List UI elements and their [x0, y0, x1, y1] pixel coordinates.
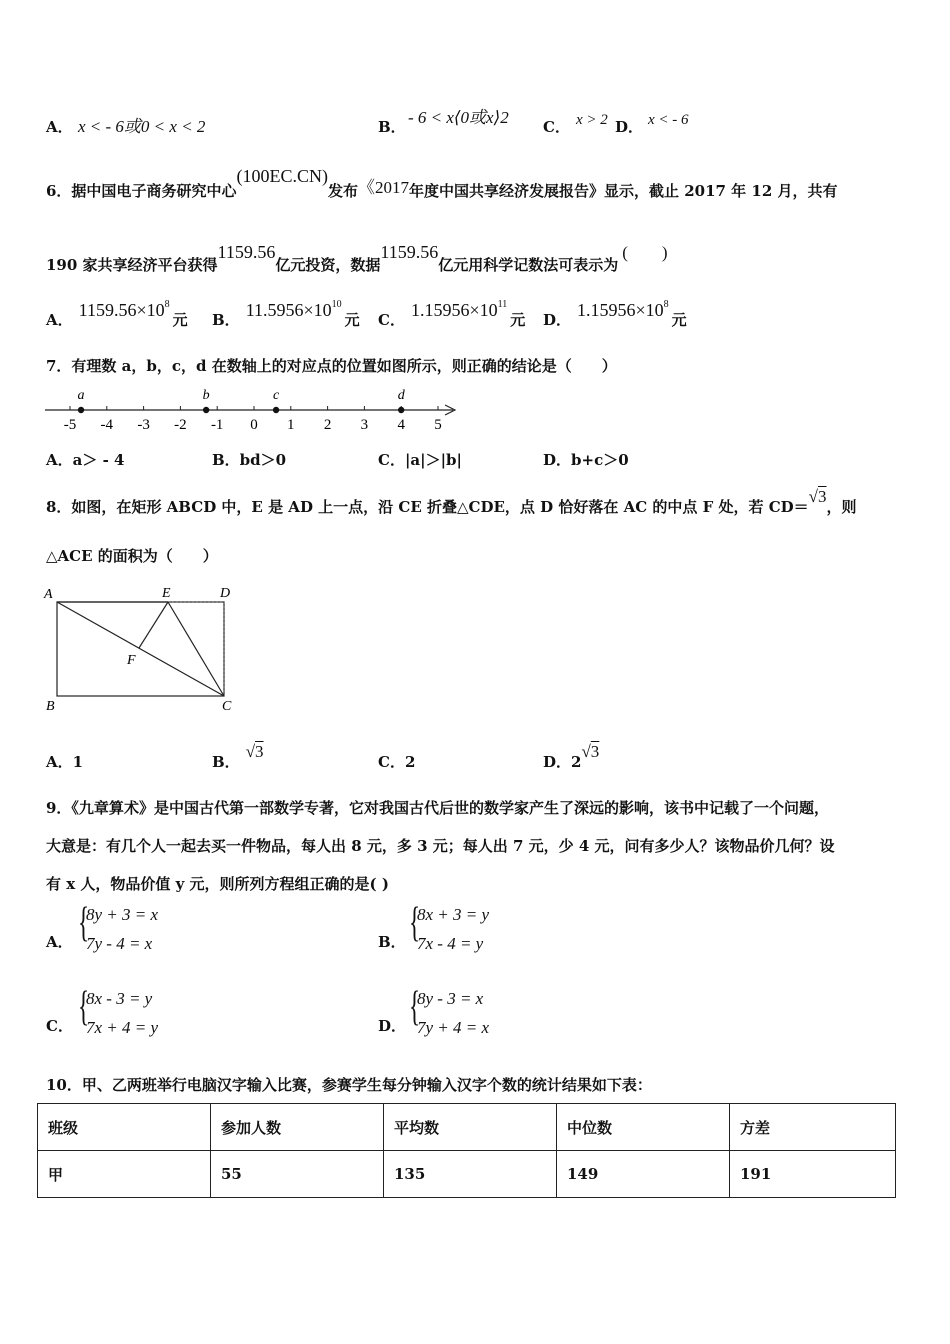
q7-point-label-c: c — [272, 388, 280, 403]
q6-number-2: 1159.56 — [380, 242, 439, 262]
q5-option-c-label: C． — [543, 118, 570, 136]
q6-option-c-unit: 元 — [510, 311, 526, 329]
q9-option-c-brace: { — [78, 984, 90, 1030]
q9-stem-line1: 9．《九章算术》是中国古代第一部数学专著，它对我国古代后世的数学家产生了深远的影响，该书中记载了一个问题， — [46, 799, 829, 817]
q8-label-a: A — [44, 587, 53, 602]
q5-option-c-math: x > 2 — [576, 112, 608, 128]
q6-stem-part2: 发布 — [327, 182, 358, 200]
q8-label-d: D — [220, 586, 231, 601]
q9-option-a-label: A． — [46, 933, 73, 951]
q8-sqrt-value: 3 — [817, 487, 827, 506]
q6-stem-part6: 亿元用科学记数法可表示为 — [438, 256, 619, 274]
q5-option-a-math: x < - 6或0 < x < 2 — [78, 117, 206, 136]
q8-sqrt-sign: √ — [808, 487, 818, 506]
q5-option-a-label: A． — [46, 118, 73, 136]
q8-label-b: B — [46, 699, 55, 714]
q9-option-a-eq2: 7y - 4 = x — [86, 934, 153, 953]
q8-option-b-label: B． — [212, 753, 240, 771]
q6-option-a-base: 1159.56×10 — [78, 300, 165, 320]
q7-stem: 7．有理数 a，b，c，d 在数轴上的对应点的位置如图所示，则正确的结论是（ ） — [46, 357, 617, 375]
table-header-class: 班级 — [38, 1104, 211, 1151]
q9-option-a-brace: { — [78, 900, 90, 946]
q6-option-b-base: 11.5956×10 — [245, 300, 332, 320]
q7-tick-label: 2 — [323, 417, 332, 433]
q7-option-a: A．a＞ - 4 — [46, 451, 125, 469]
q6-option-d-label: D． — [543, 311, 572, 329]
q8-label-f: F — [127, 653, 136, 668]
q8-option-a: A．1 — [46, 753, 84, 771]
q6-stem-part5: 亿元投资，数据 — [275, 256, 381, 274]
q7-number-line — [40, 382, 470, 434]
q6-option-d-exp: 8 — [663, 299, 669, 310]
q6-stem-part3: 年度中国共享经济发展报告》显示，截止 2017 年 12 月，共有 — [408, 182, 838, 200]
q9-option-b-label: B． — [378, 933, 406, 951]
q8-option-d-sqrt-sign: √ — [581, 742, 591, 761]
q7-tick-label: 3 — [360, 417, 369, 433]
q8-stem-part1: 8．如图，在矩形 ABCD 中，E 是 AD 上一点，沿 CE 折叠△CDE，点 D 恰好落在 AC 的中点 F 处，若 CD＝ — [46, 498, 809, 516]
q9-option-d-brace: { — [409, 984, 421, 1030]
q6-option-d — [543, 299, 687, 330]
table-cell-mean: 135 — [384, 1151, 557, 1198]
table-header-median: 中位数 — [557, 1104, 730, 1151]
q5-option-b-math: - 6 < x⟨0或x⟩2 — [408, 108, 509, 127]
q8-stem-line2: △ACE 的面积为（ ） — [46, 547, 218, 565]
q7-point-a — [78, 407, 84, 413]
q6-option-a-label: A． — [46, 311, 73, 329]
q5-option-b-label: B． — [378, 118, 406, 136]
q7-option-d: D．b+c＞0 — [543, 451, 629, 469]
q7-point-c — [273, 407, 279, 413]
q8-stem-sqrt — [809, 487, 827, 506]
q7-point-b — [203, 407, 209, 413]
q7-tick-label: -1 — [210, 417, 224, 433]
q7-tick-label: 4 — [397, 417, 405, 433]
q7-option-c: C．|a|＞|b| — [378, 451, 462, 469]
table-cell-count: 55 — [211, 1151, 384, 1198]
q8-label-c: C — [222, 699, 232, 714]
q7-point-label-d: d — [397, 388, 405, 403]
q9-stem-line3: 有 x 人，物品价值 y 元，则所列方程组正确的是( ) — [46, 875, 389, 893]
table-header-count: 参加人数 — [211, 1104, 384, 1151]
q8-option-c: C．2 — [378, 753, 416, 771]
table-cell-median: 149 — [557, 1151, 730, 1198]
q6-option-c-base: 1.15956×10 — [410, 300, 498, 320]
q8-segment-ec — [168, 602, 224, 696]
q7-tick-label: -2 — [174, 417, 187, 433]
q6-option-c — [378, 299, 526, 330]
q6-option-a — [46, 299, 188, 330]
q5-option-d-math: x < - 6 — [648, 112, 689, 128]
q6-report-title: 《2017 — [357, 178, 409, 197]
q6-option-c-label: C． — [378, 311, 405, 329]
q6-stem-line2 — [46, 242, 668, 275]
table-cell-variance: 191 — [730, 1151, 896, 1198]
q9-option-b-brace: { — [409, 900, 421, 946]
q7-tick-label: 1 — [287, 417, 295, 433]
q6-source: (100EC.CN) — [236, 166, 328, 186]
q8-figure — [40, 580, 250, 720]
q6-stem-part4: 190 家共享经济平台获得 — [46, 256, 218, 274]
table-row — [38, 1151, 896, 1198]
q8-diagonal-ac — [57, 602, 224, 696]
table-cell-class: 甲 — [38, 1151, 211, 1198]
q6-answer-paren: ( ) — [622, 243, 668, 262]
table-header-mean: 平均数 — [384, 1104, 557, 1151]
q9-option-d-label: D． — [378, 1017, 407, 1035]
q9-option-b-eq2: 7x - 4 = y — [417, 934, 484, 953]
table-header-row — [38, 1104, 896, 1151]
q9-option-b-eq1: 8x + 3 = y — [417, 905, 490, 924]
q7-tick-label: 0 — [250, 417, 258, 433]
q6-option-b-unit: 元 — [344, 311, 360, 329]
q8-option-b-sqrt-sign: √ — [245, 742, 256, 761]
q6-option-b-label: B． — [212, 311, 240, 329]
q7-tick-label: 5 — [434, 417, 442, 433]
q6-option-b-exp: 10 — [331, 299, 342, 310]
q9-stem-line2: 大意是：有几个人一起去买一件物品，每人出 8 元，多 3 元；每人出 7 元，少 4 元，问有多少人？该物品价几何？设 — [46, 837, 835, 855]
q9-option-c-eq1: 8x - 3 = y — [86, 989, 153, 1008]
q8-stem-line1 — [46, 487, 857, 517]
q10-stats-table — [37, 1103, 896, 1198]
q7-point-label-a: a — [77, 388, 85, 403]
q8-option-d-sqrt — [581, 742, 599, 761]
q6-option-a-unit: 元 — [172, 311, 188, 329]
q8-label-e: E — [162, 586, 171, 601]
q7-option-b: B．bd＞0 — [212, 451, 287, 469]
q8-option-d — [543, 742, 600, 772]
q6-option-b — [212, 299, 360, 330]
table-header-variance: 方差 — [730, 1104, 896, 1151]
q6-option-a-exp: 8 — [164, 299, 170, 310]
q9-option-c-eq2: 7x + 4 = y — [86, 1018, 159, 1037]
q7-tick-label: -5 — [63, 417, 77, 433]
q6-option-c-exp: 11 — [497, 299, 508, 310]
q7-tick-label: -3 — [137, 417, 150, 433]
q10-stem: 10．甲、乙两班举行电脑汉字输入比赛，参赛学生每分钟输入汉字个数的统计结果如下表： — [46, 1076, 652, 1094]
q8-option-b-sqrt — [246, 742, 264, 761]
q6-number-1: 1159.56 — [217, 242, 276, 262]
q7-tick-label: -4 — [100, 417, 114, 433]
q6-option-d-base: 1.15956×10 — [577, 300, 664, 320]
q8-option-b — [212, 742, 264, 772]
q9-option-d-eq2: 7y + 4 = x — [417, 1018, 490, 1037]
q9-option-c-label: C． — [46, 1017, 73, 1035]
q7-point-label-b: b — [202, 388, 210, 403]
q6-stem-line1 — [46, 166, 838, 201]
q6-stem-part1: 6．据中国电子商务研究中心 — [46, 182, 237, 200]
q8-stem-part2: ，则 — [826, 498, 857, 516]
q7-point-d — [398, 407, 404, 413]
q6-option-d-unit: 元 — [671, 311, 687, 329]
q8-option-d-sqrt-value: 3 — [590, 742, 600, 761]
q5-option-d-label: D． — [615, 118, 644, 136]
q8-option-d-label: D．2 — [543, 753, 582, 771]
q9-option-a-eq1: 8y + 3 = x — [86, 905, 159, 924]
q8-segment-ef — [139, 602, 168, 648]
q8-option-b-sqrt-value: 3 — [255, 742, 264, 761]
q9-option-d-eq1: 8y - 3 = x — [417, 989, 484, 1008]
